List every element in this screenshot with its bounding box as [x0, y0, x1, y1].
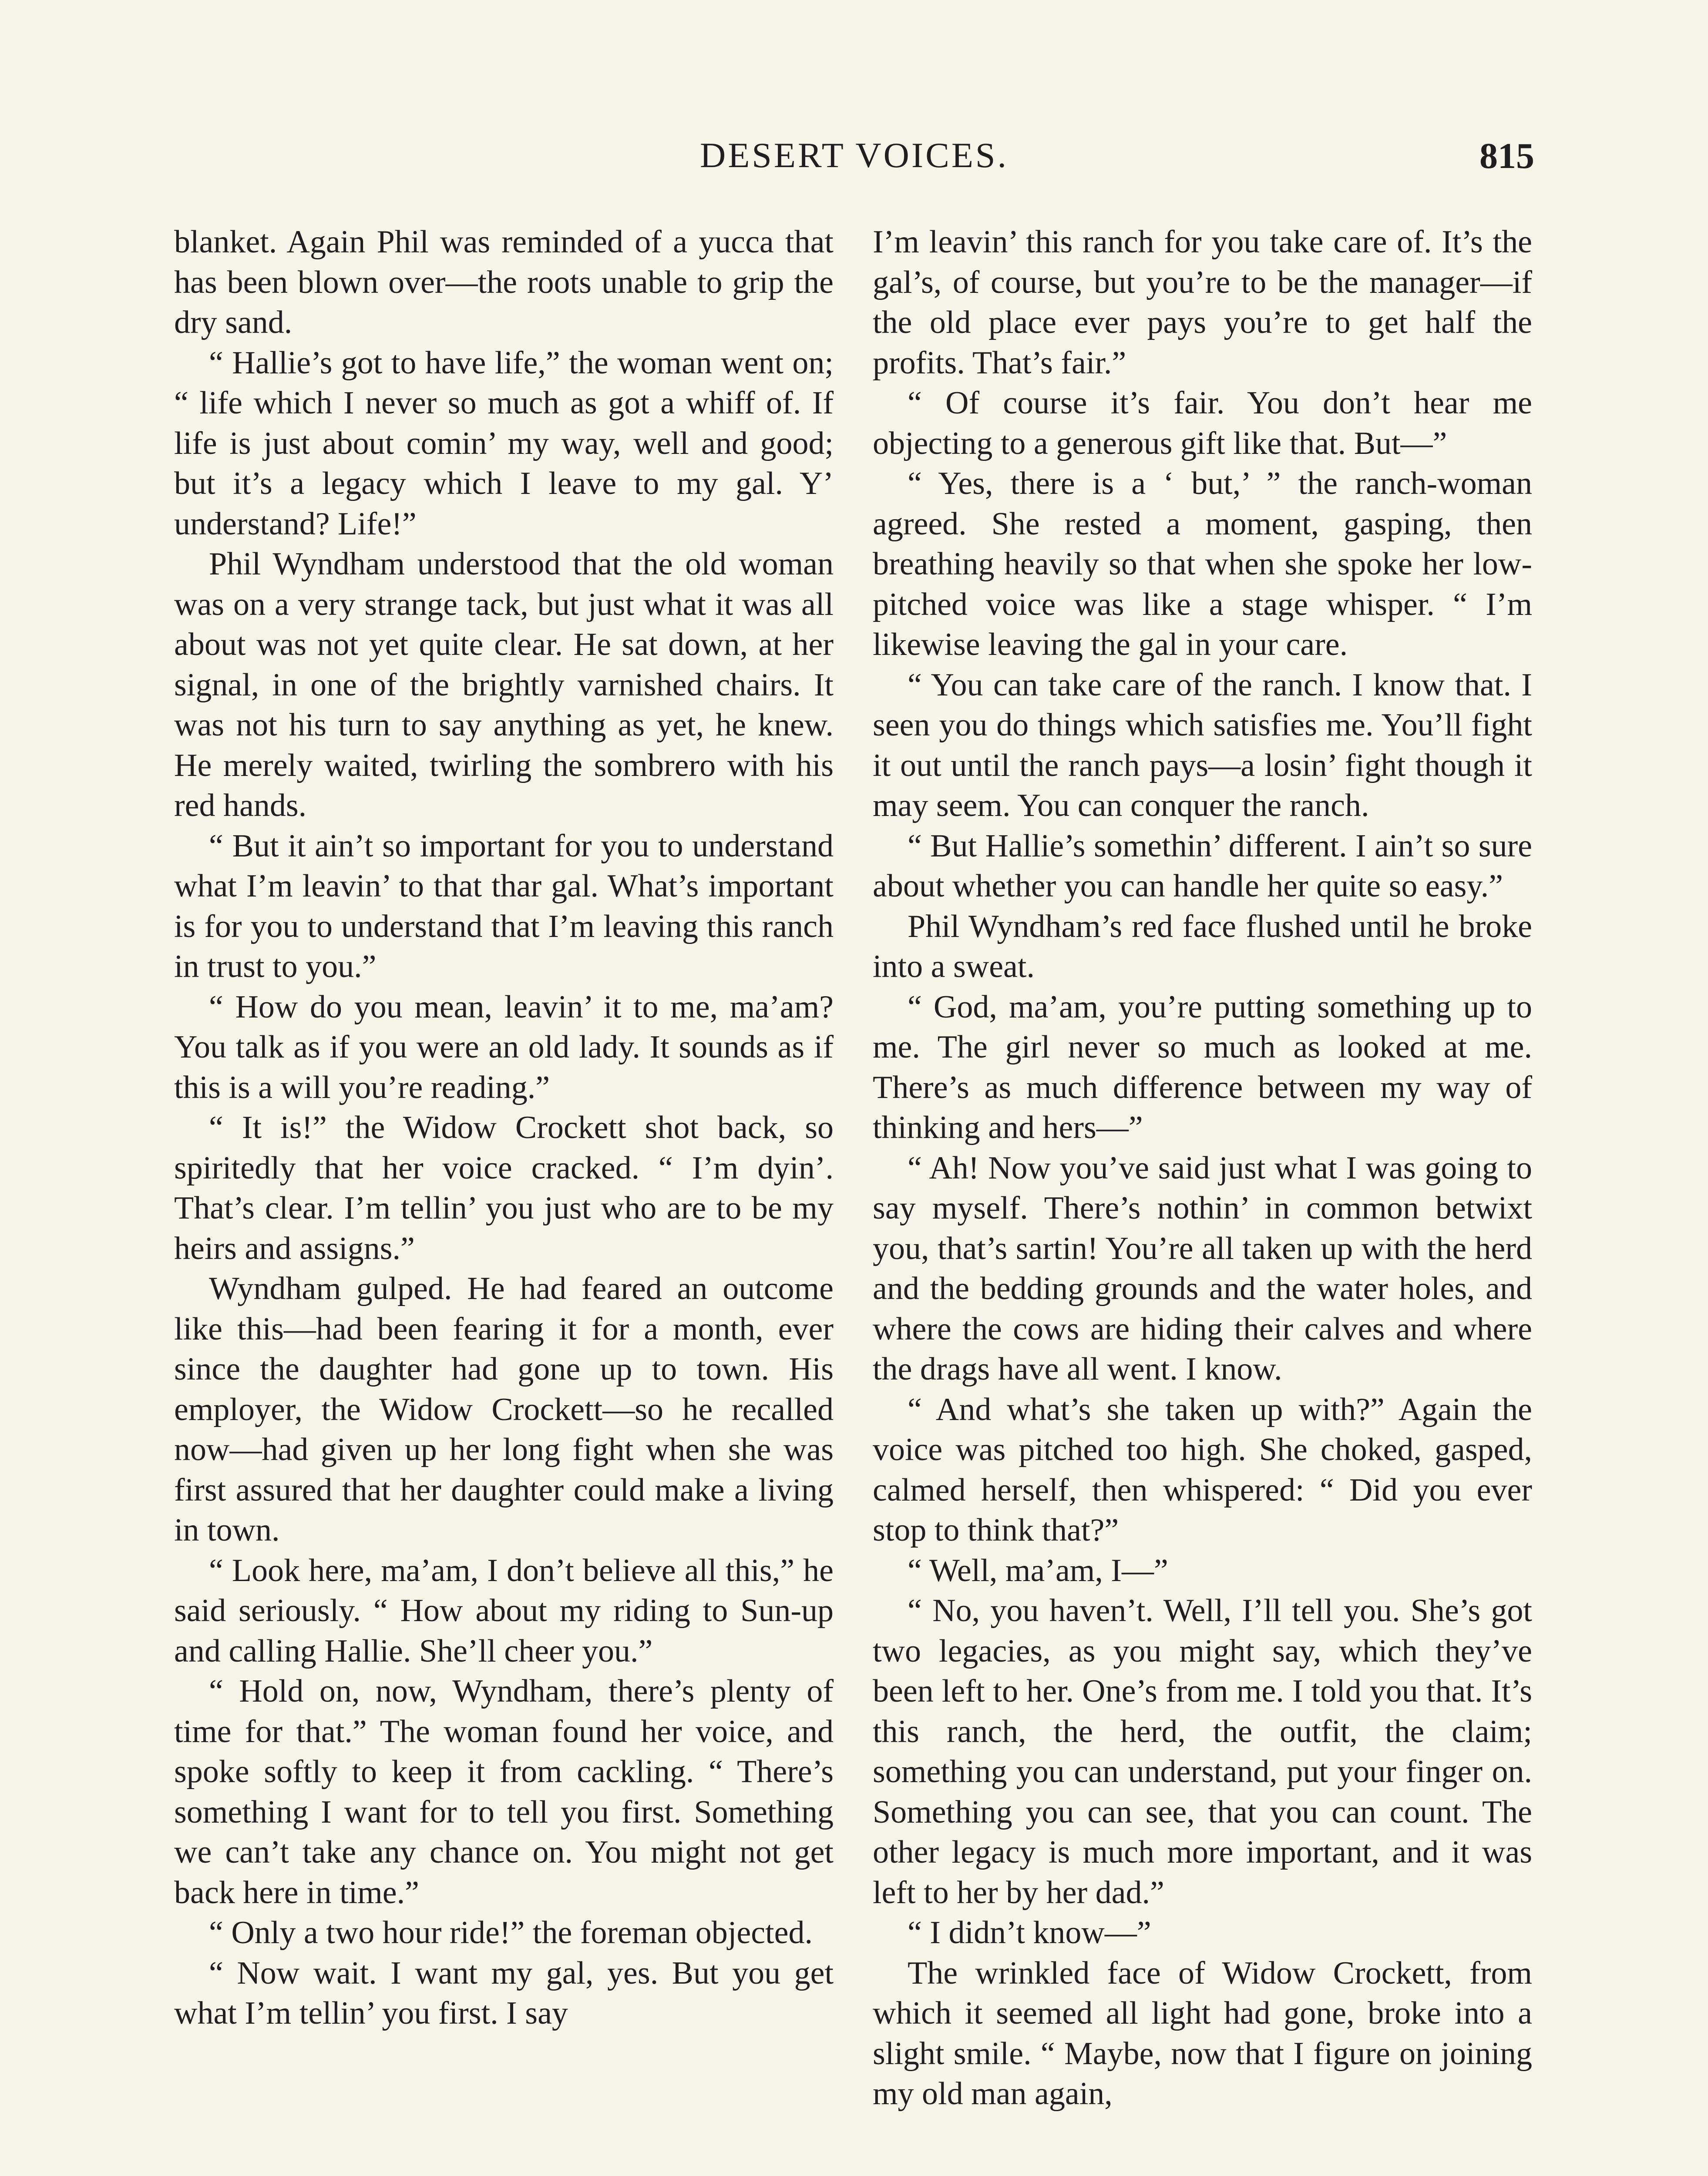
- paragraph: “ But Hallie’s somethin’ different. I ain’t so sure about whether you can handle her quite so easy.”: [873, 828, 1532, 904]
- paragraph: “ Now wait. I want my gal, yes. But you get what I’m tellin’ you first. I say: [174, 1955, 834, 2031]
- paragraph: “ Of course it’s fair. You don’t hear me objecting to a generous gift like that. But—”: [873, 385, 1532, 461]
- paragraph: “ I didn’t know—”: [908, 1915, 1151, 1951]
- paragraph: Phil Wyndham’s red face flushed until he broke into a sweat.: [873, 908, 1532, 984]
- paragraph: The wrinkled face of Widow Crockett, from which it seemed all light had gone, broke into a slight smile. “ Maybe, now that I figure on joining my old man again,: [873, 1955, 1532, 2112]
- paragraph: “ It is!” the Widow Crockett shot back, so spiritedly that her voice cracked. “ I’m dyin’. That’s clear. I’m tellin’ you just who are to be my heirs and assigns.”: [174, 1110, 834, 1266]
- paragraph: “ Hold on, now, Wyndham, there’s plenty of time for that.” The woman found her voice, and spoke softly to keep it from cackling. “ There’s something I want for to tell you first. Something we can’t take any chance on. You might not get back here in time.”: [174, 1673, 834, 1911]
- paragraph: “ Ah! Now you’ve said just what I was going to say myself. There’s nothin’ in common betwixt you, that’s sartin! You’re all taken up with the herd and the bedding grounds and the water holes, and where the cows are hiding their calves and where the drags have all went. I know.: [873, 1150, 1532, 1387]
- right-text-column: [873, 222, 1532, 2114]
- paragraph: “ You can take care of the ranch. I know that. I seen you do things which satisfies me. You’ll fight it out until the ranch pays—a losin’ fight though it may seem. You can conquer the ranch.: [873, 667, 1532, 823]
- paragraph: “ Look here, ma’am, I don’t believe all this,” he said seriously. “ How about my riding to Sun-up and calling Hallie. She’ll cheer you.”: [174, 1552, 834, 1669]
- paragraph: Phil Wyndham understood that the old woman was on a very strange tack, but just what it was all about was not yet quite clear. He sat down, at her signal, in one of the brightly varnished chairs. It was not his turn to say anything as yet, he knew. He merely waited, twirling the sombrero with his red hands.: [174, 546, 834, 823]
- page-number: 815: [1479, 136, 1534, 176]
- left-text-column: [174, 222, 834, 2034]
- paragraph: “ How do you mean, leavin’ it to me, ma’am? You talk as if you were an old lady. It sounds as if this is a will you’re reading.”: [174, 989, 834, 1105]
- paragraph: “ Well, ma’am, I—”: [908, 1552, 1168, 1588]
- paragraph: “ But it ain’t so important for you to understand what I’m leavin’ to that thar gal. What’s important is for you to understand that I’m leaving this ranch in trust to you.”: [174, 828, 834, 984]
- paragraph: “ God, ma’am, you’re putting something up to me. The girl never so much as looked at me. There’s as much difference between my way of thinking and hers—”: [873, 989, 1532, 1145]
- paragraph: “ Hallie’s got to have life,” the woman went on; “ life which I never so much as got a whiff of. If life is just about comin’ my way, well and good; but it’s a legacy which I leave to my gal. Y’ understand? Life!”: [174, 345, 834, 542]
- paragraph: “ And what’s she taken up with?” Again the voice was pitched too high. She choked, gasped, calmed herself, then whispered: “ Did you ever stop to think that?”: [873, 1391, 1532, 1548]
- page-header: [174, 135, 1534, 187]
- paragraph: “ Only a two hour ride!” the foreman objected.: [209, 1915, 813, 1951]
- paragraph: “ Yes, there is a ‘ but,’ ” the ranch-woman agreed. She rested a moment, gasping, then breathing heavily so that when she spoke her low-pitched voice was like a stage whisper. “ I’m likewise leaving the gal in your care.: [873, 466, 1532, 662]
- running-title: DESERT VOICES.: [699, 135, 1009, 175]
- paragraph: I’m leavin’ this ranch for you take care of. It’s the gal’s, of course, but you’re to be the manager—if the old place ever pays you’re to get half the profits. That’s fair.”: [873, 224, 1532, 381]
- paragraph: “ No, you haven’t. Well, I’ll tell you. She’s got two legacies, as you might say, which they’ve been left to her. One’s from me. I told you that. It’s this ranch, the herd, the outfit, the claim; something you can understand, put your finger on. Something you can see, that you can count. The other legacy is much more important, and it was left to her by her dad.”: [873, 1593, 1532, 1911]
- paragraph: blanket. Again Phil was reminded of a yucca that has been blown over—the roots unable to grip the dry sand.: [174, 224, 834, 340]
- paragraph: Wyndham gulped. He had feared an outcome like this—had been fearing it for a month, ever since the daughter had gone up to town. His employer, the Widow Crockett—so he recalled now—had given up her long fight when she was first assured that her daughter could make a living in town.: [174, 1271, 834, 1548]
